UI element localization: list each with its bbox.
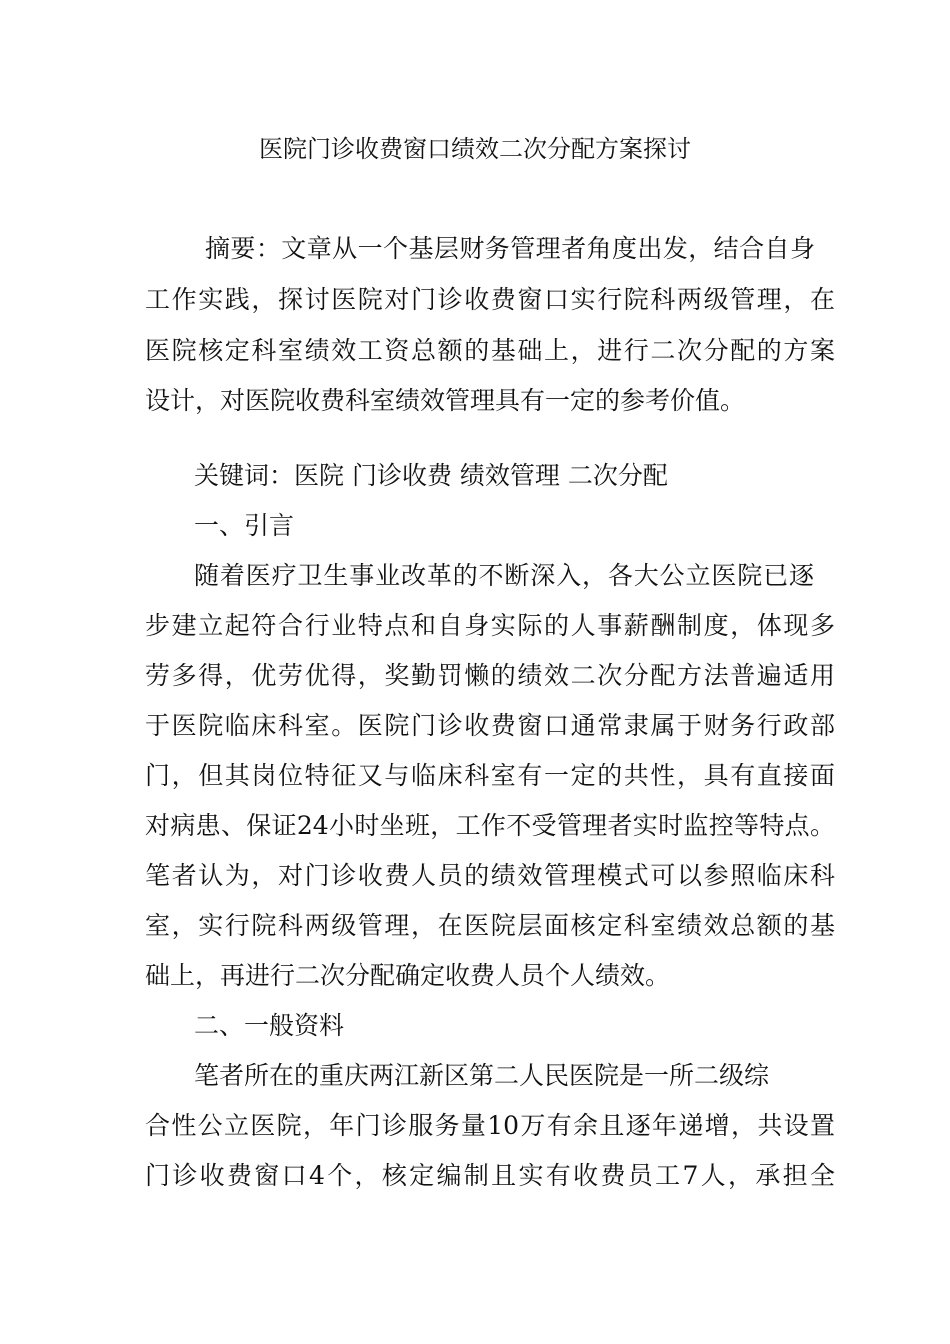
paragraph-line: 对病患、保证24小时坐班，工作不受管理者实时监控等特点。	[145, 811, 835, 840]
abstract-line: 摘要：文章从一个基层财务管理者角度出发，结合自身	[205, 234, 815, 263]
abstract-line: 医院核定科室绩效工资总额的基础上，进行二次分配的方案	[145, 336, 835, 365]
paragraph-line: 于医院临床科室。医院门诊收费窗口通常隶属于财务行政部	[145, 711, 835, 740]
keywords: 关键词：医院 门诊收费 绩效管理 二次分配	[194, 461, 668, 490]
abstract-line: 设计，对医院收费科室绩效管理具有一定的参考价值。	[145, 386, 746, 415]
paragraph-line: 步建立起符合行业特点和自身实际的人事薪酬制度，体现多	[145, 611, 835, 640]
document-title: 医院门诊收费窗口绩效二次分配方案探讨	[259, 135, 691, 163]
paragraph-line: 合性公立医院，年门诊服务量10万有余且逐年递增，共设置	[145, 1111, 835, 1140]
section-heading: 一、引言	[194, 511, 295, 540]
paragraph-line: 门诊收费窗口4个，核定编制且实有收费员工7人，承担全	[145, 1161, 835, 1190]
paragraph-line: 劳多得，优劳优得，奖勤罚懒的绩效二次分配方法普遍适用	[145, 661, 835, 690]
paragraph-line: 室，实行院科两级管理，在医院层面核定科室绩效总额的基	[145, 911, 835, 940]
paragraph-line: 门，但其岗位特征又与临床科室有一定的共性，具有直接面	[145, 761, 835, 790]
paragraph-line: 随着医疗卫生事业改革的不断深入，各大公立医院已逐	[194, 561, 814, 590]
paragraph-line: 笔者认为，对门诊收费人员的绩效管理模式可以参照临床科	[145, 861, 835, 890]
abstract-line: 工作实践，探讨医院对门诊收费窗口实行院科两级管理，在	[145, 285, 835, 314]
paragraph-line: 础上，再进行二次分配确定收费人员个人绩效。	[145, 961, 671, 990]
paragraph-line: 笔者所在的重庆两江新区第二人民医院是一所二级综	[194, 1061, 770, 1090]
section-heading: 二、一般资料	[194, 1011, 345, 1040]
